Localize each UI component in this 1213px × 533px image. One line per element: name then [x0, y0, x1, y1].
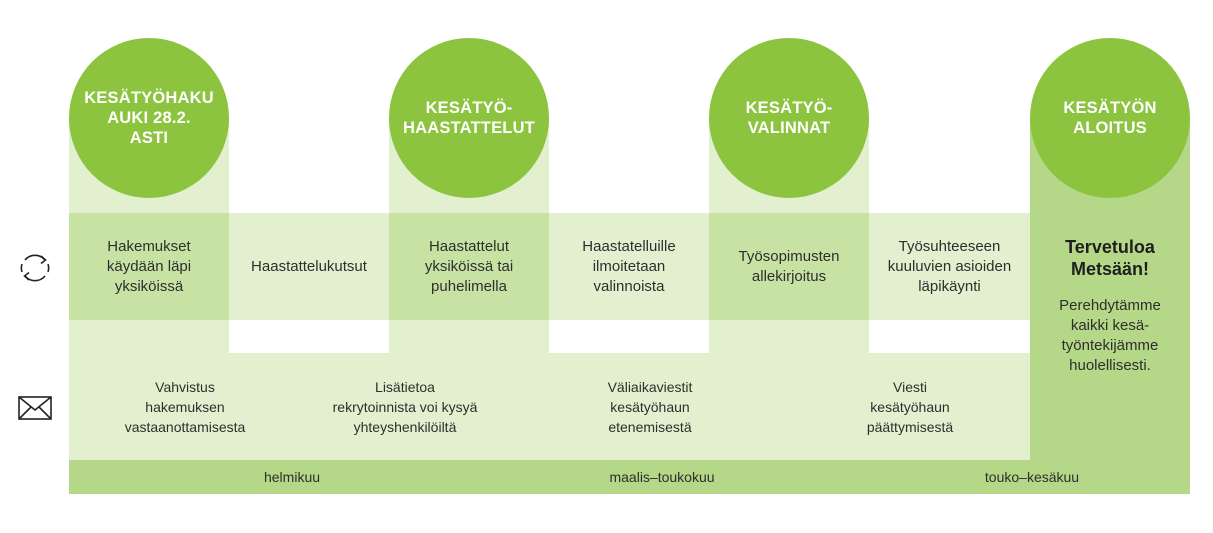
- process-step-6-text: Työsuhteeseen kuuluvien asioiden läpikäynti: [887, 237, 1012, 295]
- process-step-3: [389, 213, 549, 320]
- milestone-circle-1: [69, 38, 229, 198]
- message-1: [100, 377, 270, 437]
- process-step-5-text: Työsopimusten allekirjoitus: [738, 247, 840, 285]
- connector-3: [709, 320, 869, 353]
- message-3: [565, 377, 735, 437]
- milestone-label-3: KESÄTYÖ- VALINNAT: [745, 99, 833, 137]
- process-step-1: [69, 213, 229, 320]
- connector-2: [389, 320, 549, 353]
- process-step-2: [229, 213, 389, 320]
- month-label-3: touko–kesäkuu: [984, 469, 1080, 485]
- connector-1: [69, 320, 229, 353]
- process-step-1-text: Hakemukset käydään läpi yksiköissä: [106, 237, 192, 295]
- process-step-3-text: Haastattelut yksiköissä tai puhelimella: [424, 237, 514, 295]
- milestone-label-1: KESÄTYÖHAKU AUKI 28.2. ASTI: [84, 89, 214, 147]
- milestone-label-4: KESÄTYÖN ALOITUS: [1063, 99, 1157, 137]
- month-label-2: maalis–toukokuu: [609, 469, 715, 485]
- message-1-text: Vahvistus hakemuksen vastaanottamisesta: [124, 379, 246, 435]
- process-step-2-text: Haastattelukutsut: [251, 257, 367, 275]
- milestone-circle-4: [1030, 38, 1190, 198]
- final-text: Perehdytämme kaikki kesä- työntekijämme huolellisesti.: [1059, 297, 1161, 374]
- message-4-text: Viesti kesätyöhaun päättymisestä: [866, 379, 954, 435]
- process-step-5: [709, 213, 869, 320]
- milestone-circle-3: [709, 38, 869, 198]
- process-step-6: [869, 213, 1030, 320]
- month-label-1: helmikuu: [263, 469, 321, 485]
- envelope-icon: [18, 396, 52, 420]
- milestone-circle-2: [389, 38, 549, 198]
- message-2-text: Lisätietoa rekrytoinnista voi kysyä yhteyshenkilöiltä: [332, 379, 478, 435]
- process-step-4-text: Haastatelluille ilmoitetaan valinnoista: [582, 237, 676, 295]
- message-3-text: Väliaikaviestit kesätyöhaun etenemisestä: [607, 379, 693, 435]
- process-step-4: [549, 213, 709, 320]
- milestone-label-2: KESÄTYÖ- HAASTATTELUT: [403, 99, 535, 137]
- message-4: [825, 377, 995, 437]
- message-2: [305, 377, 505, 437]
- final-title: Tervetuloa Metsään!: [1065, 237, 1155, 279]
- cycle-arrows-icon: [17, 250, 53, 286]
